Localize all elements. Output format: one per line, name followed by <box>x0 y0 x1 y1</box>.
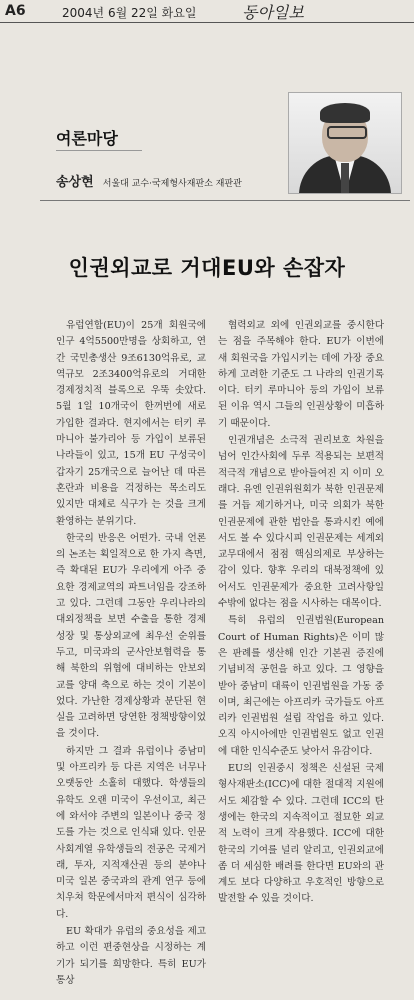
author-photo <box>288 92 402 194</box>
author-name: 송상현 <box>56 175 94 190</box>
paragraph: 특히 유럽의 인권법원(European Court of Human Rights)은 이미 많은 판례를 생산해 인간 기본권 증진에 기념비적 공헌을 하고 있다. 그 영향을 받아 중남미 대륙이 인권법원을 가동 중이며, 최근에는 아프리카 국가들도 아프리카 인권법원 설립 작업을 하고 있다. 오직 아시아에만 인권법원도 없고 인권에 대한 인식수준도 낮아서 유감이다. <box>218 615 384 757</box>
paragraph: 협력외교 외에 인권외교를 중시한다는 점을 주목해야 한다. EU가 이번에 새 회원국을 가입시키는 데에 가장 중요하게 고려한 기준도 그 나라의 인권기록이다. 터키 루마니아 등의 가입이 보류된 이유 역시 그들의 인권상황이 미흡하기 때문이다. <box>218 320 384 429</box>
paragraph: 하지만 그 결과 유럽이나 중남미 및 아프리카 등 다른 지역은 너무나 오랫동안 소홀히 대했다. 학생들의 유학도 오랜 미국이 우선이고, 최근에 와서야 주변의 일본이나 중국 정도를 가는 것으로 인식돼 있다. 인문사회계열 유학생들의 전공은 국제거래, 투자, 지적재산권 등의 분야나 미국 일본 중국과의 관계 연구 등에 치우쳐 학문에서마저 편식이 심각하다. <box>56 745 206 920</box>
box-divider <box>40 200 410 201</box>
byline <box>56 171 242 190</box>
issue-date: 2004년 6월 22일 화요일 <box>62 6 197 20</box>
section-title: 여론마당 <box>56 129 118 148</box>
paragraph: 한국의 반응은 어떤가. 국내 언론의 논조는 획일적으로 한 가지 측면, 즉 확대된 EU가 우리에게 아주 중요한 경제교역의 파트너임을 강조하고 있다. 그런데 그동안 우리나라의 대외정책을 보면 수출을 통한 경제성장 및 통상외교에 최우선 순위를 두고, 미국과의 군사안보협력을 통해 북한의 위협에 대비하는 안보외교를 양대 축으로 하는 것이 기본이었다. 가난한 경제상황과 분단된 현실을 고려하면 당연한 정책방향이었을 것이다. <box>56 532 206 740</box>
page-header <box>0 0 414 23</box>
article-headline: 인권외교로 거대EU와 손잡자 <box>68 256 346 280</box>
paragraph: EU 확대가 유럽의 중요성을 제고하고 이런 편중현상을 시정하는 계기가 되기를 희망한다. 특히 EU가 통상 <box>56 925 206 986</box>
page-number: A6 <box>5 3 26 19</box>
author-title: 서울대 교수·국제형사재판소 재판관 <box>102 179 242 189</box>
article-column-right <box>218 318 384 909</box>
paragraph: 유럽연합(EU)이 25개 회원국에 인구 4억5500만명을 상회하고, 연간 국민총생산 9조6130억유로, 교역규모 2조3400억유로의 거대한 경제정치적 블록으로 우뚝 솟았다. 5월 1일 10개국이 한꺼번에 새로 가입한 결과다. 현지에서는 터키 루마니아 불가리아 등 가입이 보류된 나라들이 있고, 15개 EU 구성국이 갑자기 25개국으로 늘어난 데 따른 혼란과 비용을 걱정하는 목소리도 있지만 대체로 식구가 는 것을 크게 환영하는 분위기다. <box>56 320 206 527</box>
section-divider <box>56 150 142 151</box>
article-column-left <box>56 318 206 990</box>
newspaper-masthead: 동아일보 <box>242 3 304 22</box>
paragraph: EU의 인권중시 정책은 신설된 국제형사재판소(ICC)에 대한 절대적 지원에서도 체감할 수 있다. 그런데 ICC의 탄생에는 한국의 지속적이고 절묘한 외교적 노력이 크게 작용했다. ICC에 대한 한국의 기여를 널리 알리고, 인권외교에 좀 더 세심한 배려를 한다면 EU와의 관계도 보다 다양하고 우호적인 방향으로 발전할 수 있을 것이다. <box>218 763 384 905</box>
paragraph: 인권개념은 소극적 권리보호 차원을 넘어 인간사회에 두루 적용되는 보편적 적극적 개념으로 받아들여진 지 이미 오래다. 유엔 인권위원회가 북한 인권문제를 거듭 제기하거나, 미국 의회가 북한 인권문제에 관한 법안을 통과시킨 예에서도 볼 수 있다시피 인권문제는 세계외교무대에서 점점 핵심의제로 부상하는 감이 있다. 향후 우리의 대북정책에 있어서도 인권문제가 중요한 고려사항일 수밖에 없다는 점을 시사하는 대목이다. <box>218 435 384 610</box>
